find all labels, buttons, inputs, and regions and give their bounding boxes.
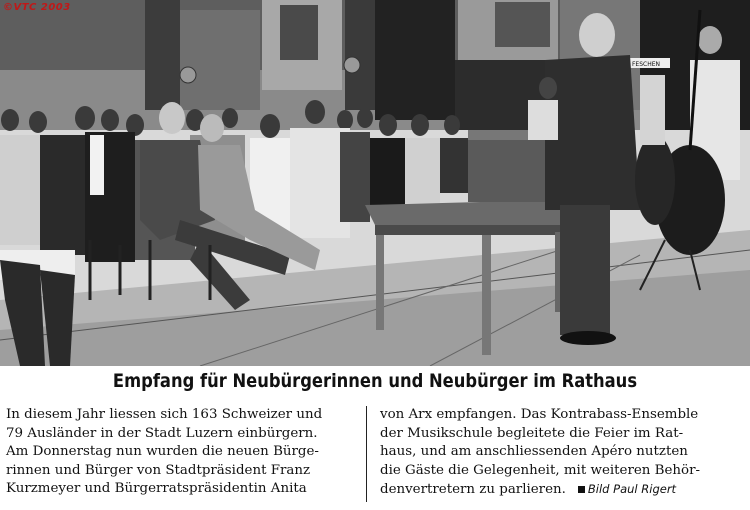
article-line: haus, und am anschliessenden Apéro nutzten [380,444,688,460]
column-divider [366,406,367,502]
article-line: von Arx empfangen. Das Kontrabass-Ensemble [380,407,699,422]
article-headline: Empfang für Neubürgerinnen und Neubürger im Rathaus [112,370,638,392]
article-line: denvertretern zu parlieren. [380,482,566,498]
photo-watermark: ©VTC 2003 [3,2,71,13]
article-line: In diesem Jahr liessen sich 163 Schweizer und [6,407,323,422]
article-column-left [6,406,358,499]
photo-credit-text: Bild Paul Rigert [587,482,677,497]
article-line: der Musikschule begleitete die Feier im Rat- [380,425,684,441]
article-line: rinnen und Bürger von Stadtpräsident Franz [6,462,311,478]
banner-sign-text: FESCHEN [631,61,661,68]
article-last-line [380,480,742,500]
article-column-right [380,406,742,500]
credit-square-icon [578,486,585,493]
photo-credit [578,482,676,496]
article-line: Am Donnerstag nun wurden die neuen Bürge- [6,444,319,460]
article-line: 79 Ausländer in der Stadt Luzern einbürgern. [6,425,318,441]
article-line: Kurzmeyer und Bürgerratspräsidentin Anita [6,481,307,497]
article-line: die Gäste die Gelegenheit, mit weiteren Behör- [380,462,701,478]
